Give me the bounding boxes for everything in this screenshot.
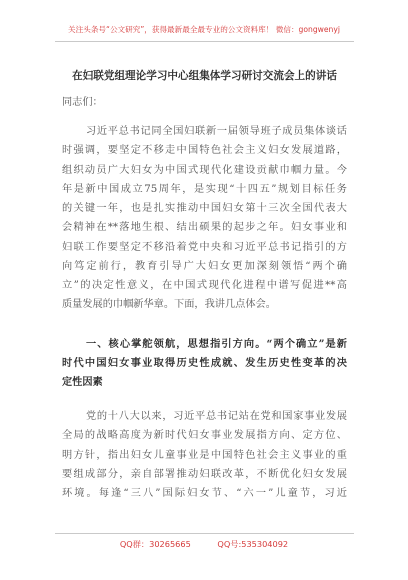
qq-number: QQ号:535304092 [217, 539, 289, 549]
paragraph-line: 党的十八大以来，习近平总书记站在党和国家事业发展 [86, 411, 347, 422]
section-heading-line: 一、核心掌舵领航，思想指引方向。“两个确立”是新 [86, 338, 347, 350]
paragraph-line: 时强调，要坚定不移走中国特色社会主义妇女发展道路， [62, 145, 347, 156]
paragraph-line: 年是新中国成立75周年，是实现“十四五”规划目标任务 [62, 184, 347, 195]
paragraph-line: 组织动员广大妇女为中国式现代化建设贡献巾帼力量。今 [62, 165, 347, 176]
footer-divider [55, 533, 354, 534]
qq-group: QQ群：30265665 [119, 539, 191, 549]
paragraph-line: 全局的战略高度为新时代妇女事业发展指方向、定方位、 [62, 430, 347, 441]
paragraph-line: 妇联工作要坚定不移沿着党中央和习近平总书记指引的方 [62, 242, 347, 253]
paragraph-line: 明方针，指出妇女儿童事业是中国特色社会主义事业的重 [62, 450, 347, 461]
promo-header: 关注头条号“公文研究”，获得最新最全最专业的公文资料库！ 微信：gongwenyj [68, 25, 340, 34]
document-title: 在妇联党组理论学习中心组集体学习研讨交流会上的讲话 [72, 70, 337, 82]
paragraph-line: 的关键一年，也是扎实推动中国妇女第十三次全国代表大 [62, 203, 347, 214]
paragraph-line: 立”的决定性意义，在中国式现代化进程中谱写促进**高 [62, 280, 347, 291]
paragraph-line: 环境。每逢“三八”国际妇女节、“六一”儿童节，习近 [62, 488, 347, 499]
header-divider [55, 41, 354, 42]
greeting: 同志们： [62, 97, 103, 108]
paragraph-line: 要组成部分，亲自部署推动妇联改革，不断优化妇女发展 [62, 469, 347, 480]
section-heading-line: 定性因素 [62, 376, 103, 388]
paragraph-line: 习近平总书记同全国妇联新一届领导班子成员集体谈话 [86, 126, 347, 137]
paragraph-line: 质量发展的巾帼新华章。下面，我讲几点体会。 [62, 299, 276, 310]
paragraph-line: 向笃定前行，教育引导广大妇女更加深刻领悟“两个确 [62, 261, 347, 272]
section-heading-line: 时代中国妇女事业取得历史性成就、发生历史性变革的决 [62, 357, 347, 369]
contact-footer [0, 539, 408, 550]
paragraph-line: 会精神在**落地生根、结出硕果的起步之年。妇女事业和 [62, 222, 347, 233]
